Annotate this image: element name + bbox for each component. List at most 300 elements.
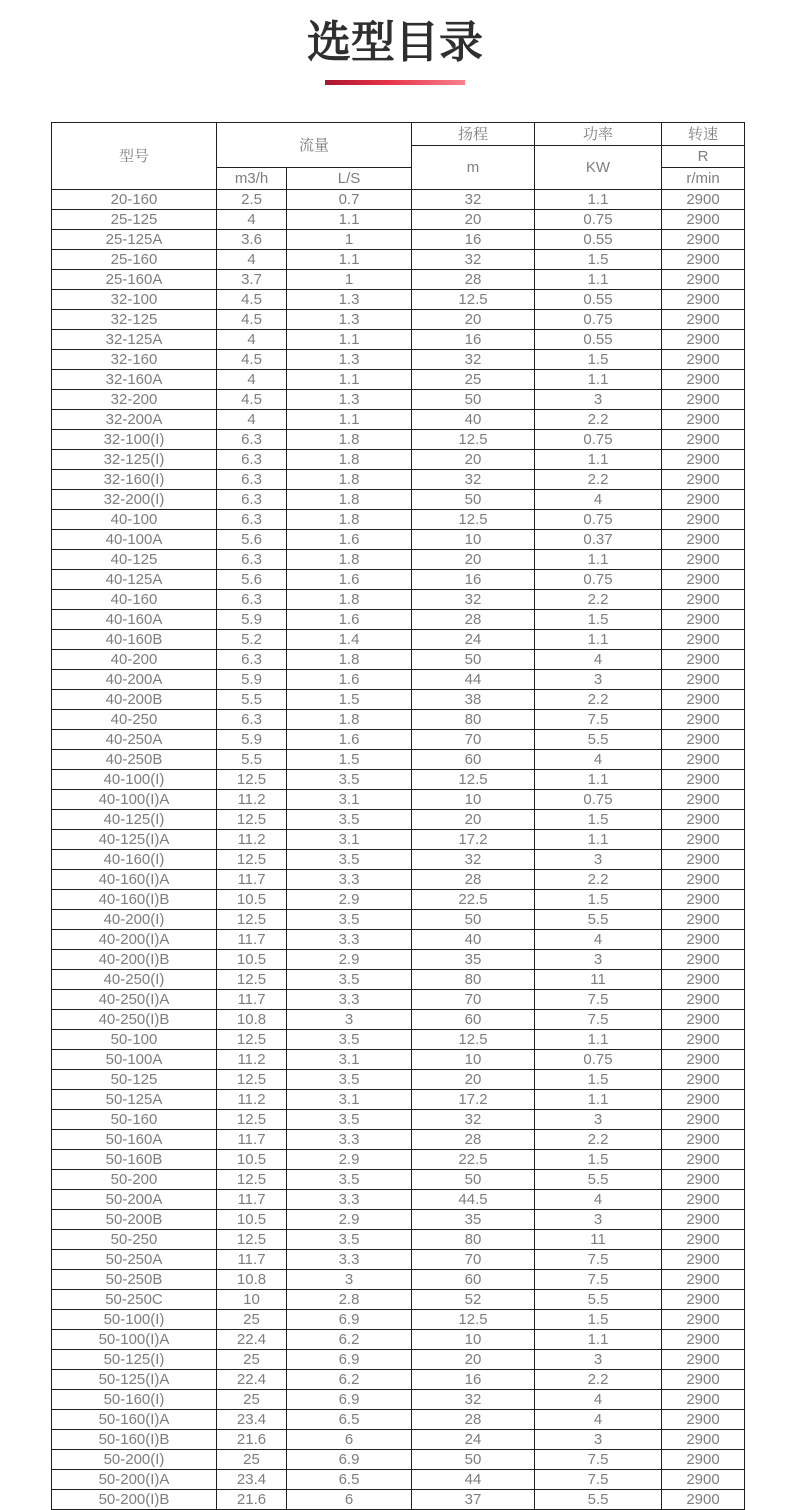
speed-cell: 2900 — [662, 1390, 745, 1410]
power-cell: 1.5 — [535, 350, 662, 370]
table-row — [52, 390, 745, 410]
flow-m3h-cell: 11.2 — [217, 790, 287, 810]
model-cell: 25-125 — [52, 210, 217, 230]
col-header-speed: 转速 — [662, 123, 745, 146]
speed-cell: 2900 — [662, 1350, 745, 1370]
flow-ls-cell: 1.6 — [287, 530, 412, 550]
model-cell: 40-200(I) — [52, 910, 217, 930]
power-cell: 3 — [535, 1350, 662, 1370]
speed-cell: 2900 — [662, 910, 745, 930]
head-cell: 28 — [412, 870, 535, 890]
title-underline — [325, 80, 465, 85]
power-cell: 1.5 — [535, 610, 662, 630]
speed-cell: 2900 — [662, 690, 745, 710]
speed-cell: 2900 — [662, 630, 745, 650]
table-row — [52, 550, 745, 570]
table-row — [52, 690, 745, 710]
power-cell: 11 — [535, 970, 662, 990]
power-cell: 1.5 — [535, 1070, 662, 1090]
power-cell: 7.5 — [535, 990, 662, 1010]
model-cell: 50-160A — [52, 1130, 217, 1150]
flow-ls-cell: 1.6 — [287, 610, 412, 630]
power-cell: 2.2 — [535, 410, 662, 430]
flow-ls-cell: 3.1 — [287, 1090, 412, 1110]
head-cell: 32 — [412, 590, 535, 610]
flow-ls-cell: 3.1 — [287, 830, 412, 850]
speed-cell: 2900 — [662, 830, 745, 850]
flow-ls-cell: 1.1 — [287, 370, 412, 390]
flow-m3h-cell: 22.4 — [217, 1330, 287, 1350]
head-cell: 10 — [412, 1330, 535, 1350]
model-cell: 32-160A — [52, 370, 217, 390]
table-row — [52, 610, 745, 630]
model-cell: 40-100(I) — [52, 770, 217, 790]
speed-cell: 2900 — [662, 370, 745, 390]
head-cell: 32 — [412, 1390, 535, 1410]
head-cell: 24 — [412, 630, 535, 650]
flow-ls-cell: 6.9 — [287, 1450, 412, 1470]
flow-m3h-cell: 6.3 — [217, 550, 287, 570]
model-cell: 50-100A — [52, 1050, 217, 1070]
speed-cell: 2900 — [662, 930, 745, 950]
table-row — [52, 1170, 745, 1190]
head-cell: 32 — [412, 1110, 535, 1130]
flow-m3h-cell: 12.5 — [217, 1230, 287, 1250]
speed-cell: 2900 — [662, 390, 745, 410]
speed-cell: 2900 — [662, 1150, 745, 1170]
col-header-head-unit: m — [412, 146, 535, 190]
model-cell: 32-125(I) — [52, 450, 217, 470]
model-cell: 50-160B — [52, 1150, 217, 1170]
table-row — [52, 310, 745, 330]
power-cell: 5.5 — [535, 910, 662, 930]
speed-cell: 2900 — [662, 1010, 745, 1030]
head-cell: 50 — [412, 910, 535, 930]
power-cell: 0.75 — [535, 1050, 662, 1070]
flow-ls-cell: 1.3 — [287, 290, 412, 310]
flow-ls-cell: 6.9 — [287, 1390, 412, 1410]
speed-cell: 2900 — [662, 1370, 745, 1390]
table-row — [52, 1310, 745, 1330]
table-row — [52, 470, 745, 490]
power-cell: 0.75 — [535, 570, 662, 590]
model-cell: 25-125A — [52, 230, 217, 250]
flow-ls-cell: 6 — [287, 1430, 412, 1450]
power-cell: 1.5 — [535, 810, 662, 830]
model-cell: 40-125(I)A — [52, 830, 217, 850]
flow-m3h-cell: 11.2 — [217, 1050, 287, 1070]
power-cell: 4 — [535, 930, 662, 950]
table-row — [52, 1490, 745, 1510]
flow-m3h-cell: 4.5 — [217, 390, 287, 410]
table-body — [52, 190, 745, 1510]
power-cell: 2.2 — [535, 1370, 662, 1390]
power-cell: 1.1 — [535, 550, 662, 570]
table-row — [52, 250, 745, 270]
speed-cell: 2900 — [662, 490, 745, 510]
speed-cell: 2900 — [662, 1110, 745, 1130]
table-row — [52, 210, 745, 230]
flow-ls-cell: 1.1 — [287, 410, 412, 430]
head-cell: 80 — [412, 970, 535, 990]
head-cell: 60 — [412, 750, 535, 770]
power-cell: 3 — [535, 390, 662, 410]
flow-m3h-cell: 21.6 — [217, 1490, 287, 1510]
flow-m3h-cell: 11.7 — [217, 930, 287, 950]
flow-m3h-cell: 12.5 — [217, 770, 287, 790]
power-cell: 1.1 — [535, 450, 662, 470]
table-row — [52, 710, 745, 730]
model-cell: 32-100 — [52, 290, 217, 310]
flow-ls-cell: 2.9 — [287, 950, 412, 970]
flow-ls-cell: 1.1 — [287, 210, 412, 230]
table-row — [52, 630, 745, 650]
head-cell: 22.5 — [412, 1150, 535, 1170]
power-cell: 4 — [535, 1190, 662, 1210]
speed-cell: 2900 — [662, 750, 745, 770]
head-cell: 12.5 — [412, 430, 535, 450]
head-cell: 60 — [412, 1270, 535, 1290]
head-cell: 24 — [412, 1430, 535, 1450]
flow-m3h-cell: 5.2 — [217, 630, 287, 650]
head-cell: 44 — [412, 670, 535, 690]
model-cell: 40-125A — [52, 570, 217, 590]
speed-cell: 2900 — [662, 970, 745, 990]
flow-m3h-cell: 25 — [217, 1390, 287, 1410]
col-header-speed-unit: r/min — [662, 168, 745, 190]
flow-m3h-cell: 10.5 — [217, 1210, 287, 1230]
flow-m3h-cell: 11.2 — [217, 830, 287, 850]
head-cell: 16 — [412, 570, 535, 590]
speed-cell: 2900 — [662, 710, 745, 730]
flow-ls-cell: 1 — [287, 270, 412, 290]
table-row — [52, 870, 745, 890]
speed-cell: 2900 — [662, 410, 745, 430]
flow-m3h-cell: 23.4 — [217, 1470, 287, 1490]
power-cell: 0.75 — [535, 210, 662, 230]
speed-cell: 2900 — [662, 1410, 745, 1430]
speed-cell: 2900 — [662, 1250, 745, 1270]
model-cell: 50-250C — [52, 1290, 217, 1310]
model-cell: 40-250(I) — [52, 970, 217, 990]
flow-ls-cell: 1.6 — [287, 570, 412, 590]
head-cell: 50 — [412, 650, 535, 670]
flow-m3h-cell: 5.5 — [217, 750, 287, 770]
table-row — [52, 1190, 745, 1210]
model-cell: 50-200B — [52, 1210, 217, 1230]
flow-m3h-cell: 10.8 — [217, 1010, 287, 1030]
model-cell: 50-200A — [52, 1190, 217, 1210]
model-cell: 40-125(I) — [52, 810, 217, 830]
table-row — [52, 1130, 745, 1150]
flow-m3h-cell: 11.7 — [217, 1190, 287, 1210]
table-row — [52, 1450, 745, 1470]
flow-ls-cell: 3.5 — [287, 1170, 412, 1190]
model-cell: 32-125 — [52, 310, 217, 330]
table-row — [52, 1370, 745, 1390]
model-cell: 50-160(I)A — [52, 1410, 217, 1430]
table-row — [52, 530, 745, 550]
table-row — [52, 430, 745, 450]
head-cell: 17.2 — [412, 1090, 535, 1110]
power-cell: 1.1 — [535, 1330, 662, 1350]
power-cell: 3 — [535, 670, 662, 690]
table-row — [52, 1150, 745, 1170]
power-cell: 0.75 — [535, 430, 662, 450]
power-cell: 2.2 — [535, 690, 662, 710]
power-cell: 2.2 — [535, 590, 662, 610]
head-cell: 40 — [412, 410, 535, 430]
power-cell: 4 — [535, 650, 662, 670]
flow-ls-cell: 6.2 — [287, 1330, 412, 1350]
flow-m3h-cell: 6.3 — [217, 470, 287, 490]
power-cell: 5.5 — [535, 1170, 662, 1190]
table-row — [52, 330, 745, 350]
speed-cell: 2900 — [662, 350, 745, 370]
flow-ls-cell: 1.8 — [287, 430, 412, 450]
model-cell: 50-125A — [52, 1090, 217, 1110]
model-cell: 50-200(I)B — [52, 1490, 217, 1510]
table-row — [52, 1090, 745, 1110]
power-cell: 3 — [535, 950, 662, 970]
flow-m3h-cell: 5.9 — [217, 610, 287, 630]
flow-ls-cell: 6.9 — [287, 1310, 412, 1330]
flow-ls-cell: 1.5 — [287, 750, 412, 770]
selection-catalog-table — [51, 122, 745, 1510]
speed-cell: 2900 — [662, 1330, 745, 1350]
speed-cell: 2900 — [662, 430, 745, 450]
flow-ls-cell: 2.9 — [287, 1150, 412, 1170]
flow-m3h-cell: 5.9 — [217, 730, 287, 750]
table-row — [52, 510, 745, 530]
table-row — [52, 1430, 745, 1450]
head-cell: 38 — [412, 690, 535, 710]
flow-ls-cell: 2.9 — [287, 1210, 412, 1230]
speed-cell: 2900 — [662, 850, 745, 870]
head-cell: 28 — [412, 1130, 535, 1150]
flow-m3h-cell: 12.5 — [217, 810, 287, 830]
flow-m3h-cell: 12.5 — [217, 850, 287, 870]
speed-cell: 2900 — [662, 1490, 745, 1510]
model-cell: 32-160(I) — [52, 470, 217, 490]
model-cell: 50-100(I)A — [52, 1330, 217, 1350]
table-row — [52, 230, 745, 250]
table-row — [52, 290, 745, 310]
head-cell: 70 — [412, 730, 535, 750]
head-cell: 70 — [412, 990, 535, 1010]
head-cell: 44 — [412, 1470, 535, 1490]
col-header-head: 扬程 — [412, 123, 535, 146]
power-cell: 3 — [535, 1210, 662, 1230]
speed-cell: 2900 — [662, 190, 745, 210]
table-row — [52, 1070, 745, 1090]
page-title: 选型目录 — [307, 18, 483, 67]
speed-cell: 2900 — [662, 990, 745, 1010]
table-row — [52, 910, 745, 930]
model-cell: 40-160(I)B — [52, 890, 217, 910]
head-cell: 35 — [412, 950, 535, 970]
flow-m3h-cell: 11.7 — [217, 990, 287, 1010]
speed-cell: 2900 — [662, 1310, 745, 1330]
speed-cell: 2900 — [662, 250, 745, 270]
flow-m3h-cell: 11.2 — [217, 1090, 287, 1110]
model-cell: 25-160A — [52, 270, 217, 290]
col-header-model: 型号 — [52, 123, 217, 190]
table-row — [52, 790, 745, 810]
power-cell: 3 — [535, 850, 662, 870]
flow-ls-cell: 3.3 — [287, 990, 412, 1010]
flow-m3h-cell: 6.3 — [217, 590, 287, 610]
model-cell: 40-100A — [52, 530, 217, 550]
power-cell: 11 — [535, 1230, 662, 1250]
model-cell: 50-250B — [52, 1270, 217, 1290]
head-cell: 17.2 — [412, 830, 535, 850]
flow-ls-cell: 1.4 — [287, 630, 412, 650]
flow-ls-cell: 1.8 — [287, 650, 412, 670]
flow-m3h-cell: 4 — [217, 410, 287, 430]
flow-ls-cell: 1.8 — [287, 710, 412, 730]
power-cell: 1.5 — [535, 1310, 662, 1330]
speed-cell: 2900 — [662, 1190, 745, 1210]
power-cell: 4 — [535, 750, 662, 770]
flow-ls-cell: 3.3 — [287, 930, 412, 950]
flow-ls-cell: 3.5 — [287, 970, 412, 990]
speed-cell: 2900 — [662, 470, 745, 490]
speed-cell: 2900 — [662, 670, 745, 690]
power-cell: 1.1 — [535, 270, 662, 290]
model-cell: 40-125 — [52, 550, 217, 570]
flow-m3h-cell: 25 — [217, 1450, 287, 1470]
table-row — [52, 450, 745, 470]
power-cell: 1.1 — [535, 370, 662, 390]
flow-m3h-cell: 5.6 — [217, 570, 287, 590]
head-cell: 20 — [412, 1350, 535, 1370]
flow-ls-cell: 3.5 — [287, 910, 412, 930]
speed-cell: 2900 — [662, 950, 745, 970]
flow-m3h-cell: 11.7 — [217, 1250, 287, 1270]
flow-m3h-cell: 4.5 — [217, 290, 287, 310]
flow-ls-cell: 6.5 — [287, 1410, 412, 1430]
flow-ls-cell: 3.3 — [287, 870, 412, 890]
speed-cell: 2900 — [662, 770, 745, 790]
speed-cell: 2900 — [662, 450, 745, 470]
model-cell: 50-125(I)A — [52, 1370, 217, 1390]
head-cell: 12.5 — [412, 510, 535, 530]
head-cell: 32 — [412, 250, 535, 270]
speed-cell: 2900 — [662, 1210, 745, 1230]
flow-ls-cell: 3.3 — [287, 1130, 412, 1150]
flow-m3h-cell: 4 — [217, 370, 287, 390]
head-cell: 12.5 — [412, 290, 535, 310]
model-cell: 40-250 — [52, 710, 217, 730]
model-cell: 40-160 — [52, 590, 217, 610]
flow-m3h-cell: 25 — [217, 1310, 287, 1330]
head-cell: 50 — [412, 490, 535, 510]
power-cell: 0.55 — [535, 230, 662, 250]
model-cell: 40-160(I) — [52, 850, 217, 870]
flow-m3h-cell: 3.6 — [217, 230, 287, 250]
flow-ls-cell: 2.9 — [287, 890, 412, 910]
speed-cell: 2900 — [662, 330, 745, 350]
power-cell: 0.75 — [535, 310, 662, 330]
flow-ls-cell: 3.1 — [287, 790, 412, 810]
table-header — [52, 123, 745, 190]
speed-cell: 2900 — [662, 790, 745, 810]
table-row — [52, 1230, 745, 1250]
flow-m3h-cell: 6.3 — [217, 430, 287, 450]
power-cell: 0.37 — [535, 530, 662, 550]
flow-m3h-cell: 4 — [217, 330, 287, 350]
power-cell: 1.5 — [535, 890, 662, 910]
flow-ls-cell: 1.3 — [287, 350, 412, 370]
head-cell: 16 — [412, 230, 535, 250]
power-cell: 0.55 — [535, 290, 662, 310]
speed-cell: 2900 — [662, 550, 745, 570]
table-row — [52, 990, 745, 1010]
model-cell: 50-125(I) — [52, 1350, 217, 1370]
head-cell: 12.5 — [412, 1310, 535, 1330]
speed-cell: 2900 — [662, 890, 745, 910]
power-cell: 1.1 — [535, 630, 662, 650]
head-cell: 20 — [412, 810, 535, 830]
model-cell: 50-100 — [52, 1030, 217, 1050]
model-cell: 40-160B — [52, 630, 217, 650]
col-header-flow: 流量 — [217, 123, 412, 168]
table-row — [52, 410, 745, 430]
speed-cell: 2900 — [662, 1030, 745, 1050]
model-cell: 50-100(I) — [52, 1310, 217, 1330]
flow-m3h-cell: 12.5 — [217, 910, 287, 930]
speed-cell: 2900 — [662, 1450, 745, 1470]
flow-m3h-cell: 5.9 — [217, 670, 287, 690]
table-row — [52, 270, 745, 290]
speed-cell: 2900 — [662, 230, 745, 250]
flow-ls-cell: 1.8 — [287, 450, 412, 470]
head-cell: 12.5 — [412, 1030, 535, 1050]
power-cell: 5.5 — [535, 1290, 662, 1310]
model-cell: 50-125 — [52, 1070, 217, 1090]
table-row — [52, 590, 745, 610]
head-cell: 32 — [412, 190, 535, 210]
flow-m3h-cell: 6.3 — [217, 710, 287, 730]
head-cell: 22.5 — [412, 890, 535, 910]
table-row — [52, 1470, 745, 1490]
power-cell: 3 — [535, 1110, 662, 1130]
power-cell: 7.5 — [535, 710, 662, 730]
model-cell: 40-100(I)A — [52, 790, 217, 810]
power-cell: 3 — [535, 1430, 662, 1450]
model-cell: 50-160(I)B — [52, 1430, 217, 1450]
model-cell: 40-200 — [52, 650, 217, 670]
head-cell: 60 — [412, 1010, 535, 1030]
table-row — [52, 1030, 745, 1050]
col-header-power: 功率 — [535, 123, 662, 146]
table-row — [52, 830, 745, 850]
head-cell: 20 — [412, 1070, 535, 1090]
model-cell: 50-200 — [52, 1170, 217, 1190]
speed-cell: 2900 — [662, 1070, 745, 1090]
power-cell: 1.5 — [535, 1150, 662, 1170]
head-cell: 10 — [412, 1050, 535, 1070]
table-row — [52, 370, 745, 390]
flow-ls-cell: 1.5 — [287, 690, 412, 710]
flow-ls-cell: 3.5 — [287, 1110, 412, 1130]
flow-ls-cell: 3.3 — [287, 1190, 412, 1210]
flow-m3h-cell: 12.5 — [217, 1030, 287, 1050]
flow-ls-cell: 1.3 — [287, 310, 412, 330]
power-cell: 1.1 — [535, 1090, 662, 1110]
power-cell: 4 — [535, 1390, 662, 1410]
